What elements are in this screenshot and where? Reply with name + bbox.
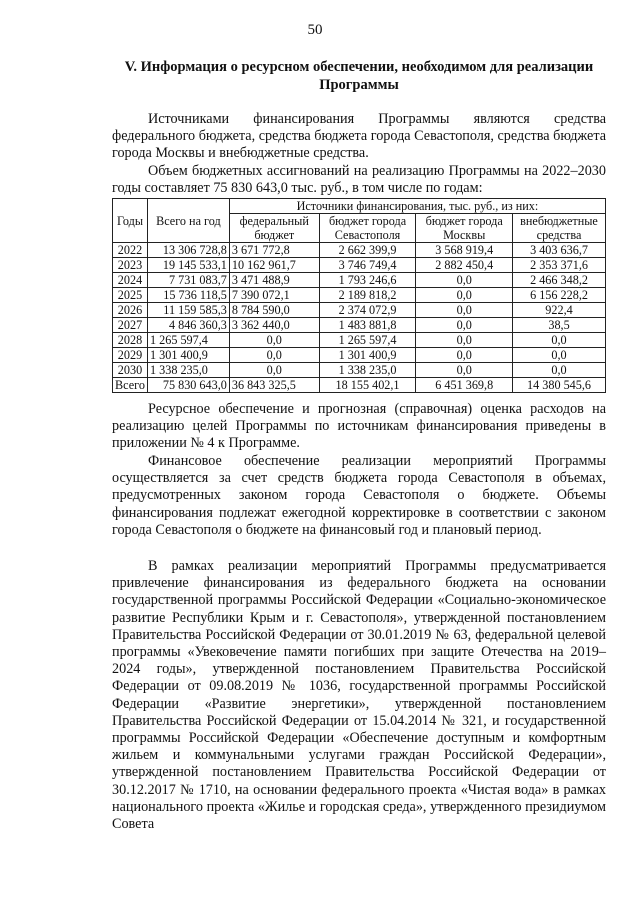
cell-sevastopol: 18 155 402,1 — [319, 378, 416, 393]
header-sevastopol: бюджет города Севастополя — [319, 214, 416, 243]
table-row — [113, 288, 606, 303]
cell-sevastopol: 1 483 881,8 — [319, 318, 416, 333]
cell-extrabudgetary: 14 380 545,6 — [513, 378, 606, 393]
cell-total: 15 736 118,5 — [147, 288, 229, 303]
cell-extrabudgetary: 0,0 — [513, 333, 606, 348]
cell-year: 2022 — [113, 243, 148, 258]
cell-extrabudgetary: 3 403 636,7 — [513, 243, 606, 258]
cell-year: Всего — [113, 378, 148, 393]
cell-total: 19 145 533,1 — [147, 258, 229, 273]
cell-total: 7 731 083,7 — [147, 273, 229, 288]
paragraph-funding-sources: Источниками финансирования Программы являются средства федерального бюджета, средства бюджета города Севастополя, средства бюджета города Москвы и внебюджетные средства. — [112, 111, 606, 162]
cell-total: 4 846 360,3 — [147, 318, 229, 333]
cell-federal: 3 471 488,9 — [229, 273, 319, 288]
table-row — [113, 363, 606, 378]
cell-year: 2023 — [113, 258, 148, 273]
cell-sevastopol: 2 374 072,9 — [319, 303, 416, 318]
cell-federal: 0,0 — [229, 333, 319, 348]
cell-total: 11 159 585,3 — [147, 303, 229, 318]
cell-year: 2028 — [113, 333, 148, 348]
cell-sevastopol: 1 793 246,6 — [319, 273, 416, 288]
funding-table — [112, 198, 606, 393]
cell-sevastopol: 1 265 597,4 — [319, 333, 416, 348]
table-row — [113, 258, 606, 273]
cell-moscow: 0,0 — [416, 333, 513, 348]
cell-total: 1 265 597,4 — [147, 333, 229, 348]
table-row — [113, 273, 606, 288]
paragraph-federal-funding: В рамках реализации мероприятий Программы предусматривается привлечение финансирования из федерального бюджета на основании государственной программы Российской Федерации «Социально-экономическое развитие Республики Крым и г. Севастополя», утвержденной постановлением Правительства Российской Федерации от 30.01.2019 № 63, федеральной целевой программы «Увековечение памяти погибших при защите Отечества на 2019–2024 годы», утвержденной постановлением Правительства Российской Федерации от 09.08.2019 № 1036, государственной программы Российской Федерации «Развитие энергетики», утвержденной постановлением Правительства Российской Федерации от 15.04.2014 № 321, и государственной программы Российской Федерации «Обеспечение доступным и комфортным жильем и коммунальными услугами граждан Российской Федерации», утвержденной постановлением Правительства Российской Федерации от 30.12.2017 № 1710, на основании федерального проекта «Чистая вода» в рамках национального проекта «Жилье и городская среда», утвержденного президиумом Совета — [112, 558, 606, 833]
cell-moscow: 0,0 — [416, 348, 513, 363]
cell-moscow: 0,0 — [416, 363, 513, 378]
header-total: Всего на год — [147, 199, 229, 243]
table-row — [113, 318, 606, 333]
header-years: Годы — [113, 199, 148, 243]
cell-sevastopol: 1 338 235,0 — [319, 363, 416, 378]
cell-extrabudgetary: 922,4 — [513, 303, 606, 318]
cell-year: 2029 — [113, 348, 148, 363]
page-number: 50 — [307, 22, 323, 38]
cell-moscow: 0,0 — [416, 273, 513, 288]
cell-total: 1 301 400,9 — [147, 348, 229, 363]
cell-total: 13 306 728,8 — [147, 243, 229, 258]
paragraph-resource-support: Ресурсное обеспечение и прогнозная (справочная) оценка расходов на реализацию целей Программы по источникам финансирования приведены в приложении № 4 к Программе. — [112, 401, 606, 452]
table-row-total — [113, 378, 606, 393]
cell-moscow: 3 568 919,4 — [416, 243, 513, 258]
cell-sevastopol: 3 746 749,4 — [319, 258, 416, 273]
cell-year: 2027 — [113, 318, 148, 333]
header-sources: Источники финансирования, тыс. руб., из них: — [229, 199, 605, 214]
cell-year: 2026 — [113, 303, 148, 318]
header-federal: федеральный бюджет — [229, 214, 319, 243]
cell-moscow: 6 451 369,8 — [416, 378, 513, 393]
header-extrabudgetary: внебюджетные средства — [513, 214, 606, 243]
header-moscow: бюджет города Москвы — [416, 214, 513, 243]
cell-moscow: 2 882 450,4 — [416, 258, 513, 273]
table-row — [113, 348, 606, 363]
table-row — [113, 333, 606, 348]
cell-moscow: 0,0 — [416, 318, 513, 333]
cell-year: 2025 — [113, 288, 148, 303]
cell-sevastopol: 2 662 399,9 — [319, 243, 416, 258]
cell-federal: 10 162 961,7 — [229, 258, 319, 273]
cell-federal: 36 843 325,5 — [229, 378, 319, 393]
cell-extrabudgetary: 0,0 — [513, 348, 606, 363]
paragraph-financial-provision: Финансовое обеспечение реализации мероприятий Программы осуществляется за счет средств бюджета города Севастополя в объемах, предусмотренных законом города Севастополя о бюджете. Объемы финансирования подлежат ежегодной корректировке в соответствии с законом города Севастополя о бюджете на финансовый год и плановый период. — [112, 453, 606, 538]
cell-total: 75 830 643,0 — [147, 378, 229, 393]
cell-sevastopol: 1 301 400,9 — [319, 348, 416, 363]
section-heading: V. Информация о ресурсном обеспечении, необходимом для реализации Программы — [124, 59, 594, 93]
cell-federal: 0,0 — [229, 363, 319, 378]
table-row — [113, 243, 606, 258]
cell-extrabudgetary: 38,5 — [513, 318, 606, 333]
cell-sevastopol: 2 189 818,2 — [319, 288, 416, 303]
cell-extrabudgetary: 2 353 371,6 — [513, 258, 606, 273]
cell-extrabudgetary: 0,0 — [513, 363, 606, 378]
cell-federal: 3 671 772,8 — [229, 243, 319, 258]
cell-total: 1 338 235,0 — [147, 363, 229, 378]
cell-extrabudgetary: 2 466 348,2 — [513, 273, 606, 288]
cell-federal: 0,0 — [229, 348, 319, 363]
cell-moscow: 0,0 — [416, 303, 513, 318]
cell-federal: 3 362 440,0 — [229, 318, 319, 333]
cell-year: 2024 — [113, 273, 148, 288]
cell-extrabudgetary: 6 156 228,2 — [513, 288, 606, 303]
cell-moscow: 0,0 — [416, 288, 513, 303]
cell-federal: 7 390 072,1 — [229, 288, 319, 303]
cell-federal: 8 784 590,0 — [229, 303, 319, 318]
paragraph-budget-volume: Объем бюджетных ассигнований на реализацию Программы на 2022–2030 годы составляет 75 830 643,0 тыс. руб., в том числе по годам: — [112, 163, 606, 197]
cell-year: 2030 — [113, 363, 148, 378]
table-row — [113, 303, 606, 318]
